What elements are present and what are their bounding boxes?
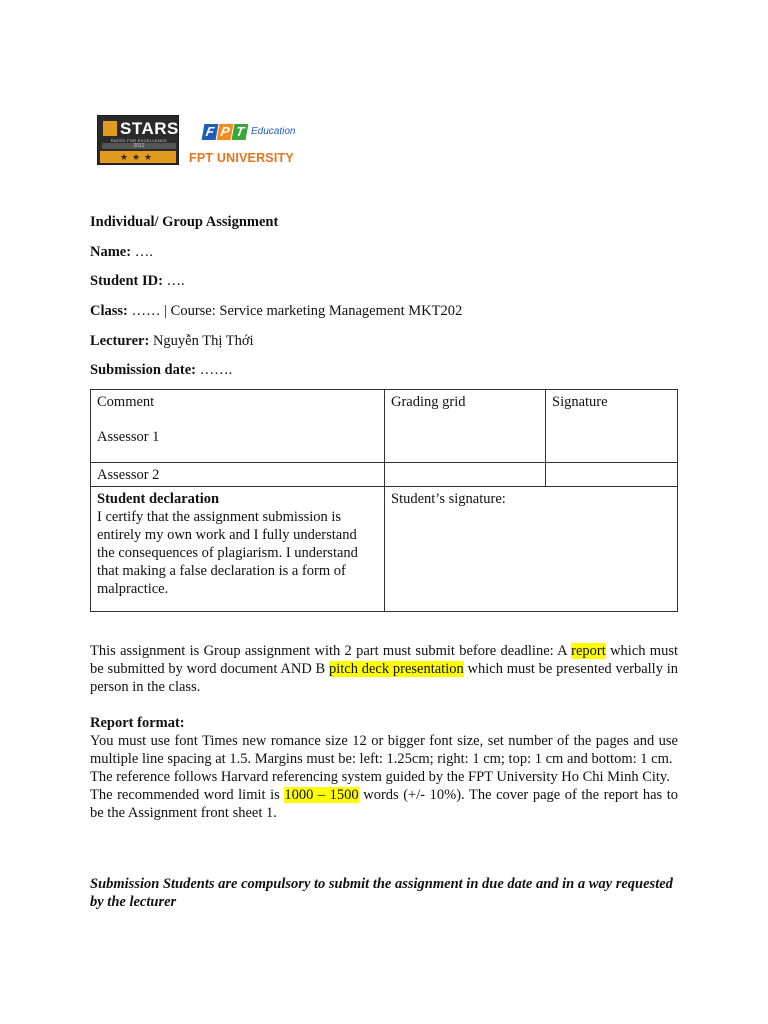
student-declaration-text: I certify that the assignment submission is entirely my own work and I fully understand the consequences of plagiarism. I understand that making a false declaration is a form of malpractice.	[97, 509, 358, 597]
lecturer-field	[90, 332, 254, 350]
assessor-2-label: Assessor 2	[97, 467, 160, 483]
assignment-title: Individual/ Group Assignment	[90, 214, 279, 230]
report-format-heading: Report format:	[90, 715, 185, 731]
signature-cell	[546, 390, 677, 462]
signature-label: Signature	[552, 394, 608, 410]
lecturer-label: Lecturer:	[90, 333, 150, 349]
name-value: ….	[134, 244, 153, 260]
submission-date-field	[90, 361, 232, 379]
grading-grid-label: Grading grid	[391, 394, 466, 410]
highlight-word-limit: 1000 – 1500	[284, 787, 359, 803]
reference-text: The reference follows Harvard referencing system guided by the FPT University Ho Chi Minh City.	[90, 769, 670, 785]
logo-group	[97, 115, 312, 167]
stars-logo-year: 2012	[102, 143, 176, 149]
grading-grid-cell	[385, 390, 545, 462]
stars-logo	[97, 115, 179, 165]
student-id-field	[90, 272, 185, 290]
stars-logo-word: STARS	[120, 119, 179, 138]
assessor-2-grading-cell	[385, 463, 545, 486]
assessor-2-cell	[91, 463, 384, 486]
fpt-education-label: Education	[251, 126, 296, 137]
stars-square-icon	[103, 121, 117, 136]
stars-rating-icon: ★★★	[100, 151, 176, 163]
class-label: Class:	[90, 303, 128, 319]
fpt-letter-t: T	[232, 124, 249, 140]
fpt-logo	[189, 119, 309, 167]
fpt-letter-f: F	[202, 124, 219, 140]
class-value: …… | Course: Service marketing Management MKT202	[131, 303, 463, 319]
student-id-value: ….	[166, 273, 185, 289]
fpt-university-label: FPT UNIVERSITY	[189, 151, 294, 165]
submission-date-label: Submission date:	[90, 362, 196, 378]
student-declaration-cell	[91, 487, 384, 611]
word-limit-text: The recommended word limit is 1000 – 1500 words (+/- 10%). The cover page of the report has to be the Assignment front sheet 1.	[90, 787, 678, 821]
highlight-pitch-deck: pitch deck presentation	[328, 661, 464, 677]
comment-label: Comment	[97, 394, 155, 410]
highlight-report: report	[571, 643, 606, 659]
comment-cell	[91, 390, 384, 462]
student-signature-cell	[385, 487, 677, 611]
stars-logo-subtitle: RATED FOR EXCELLENCE	[110, 138, 168, 143]
student-id-label: Student ID:	[90, 273, 163, 289]
assessor-2-signature-cell	[546, 463, 677, 486]
report-format-text: You must use font Times new romance size 12 or bigger font size, set number of the pages and use multiple line spacing at 1.5. Margins must be: left: 1.25cm; right: 1 cm; top: 1 cm and bottom: 1 cm.	[90, 733, 678, 767]
student-declaration-title: Student declaration	[97, 491, 220, 507]
name-label: Name:	[90, 244, 132, 260]
assessment-table	[90, 389, 678, 612]
submission-note: Submission Students are compulsory to submit the assignment in due date and in a way requested by the lecturer	[90, 876, 673, 910]
report-format-section	[90, 714, 678, 822]
fpt-letter-p: P	[217, 124, 234, 140]
class-field	[90, 302, 462, 320]
assessor-1-label: Assessor 1	[97, 429, 160, 445]
name-field	[90, 243, 153, 261]
assignment-intro: This assignment is Group assignment with 2 part must submit before deadline: A report which must be submitted by word document AND B pitch deck presentation which must be presented verbally in person in the class.	[90, 643, 678, 695]
student-signature-label: Student’s signature:	[391, 491, 506, 507]
lecturer-value: Nguyễn Thị Thới	[152, 333, 254, 349]
submission-date-value: …….	[199, 362, 233, 378]
